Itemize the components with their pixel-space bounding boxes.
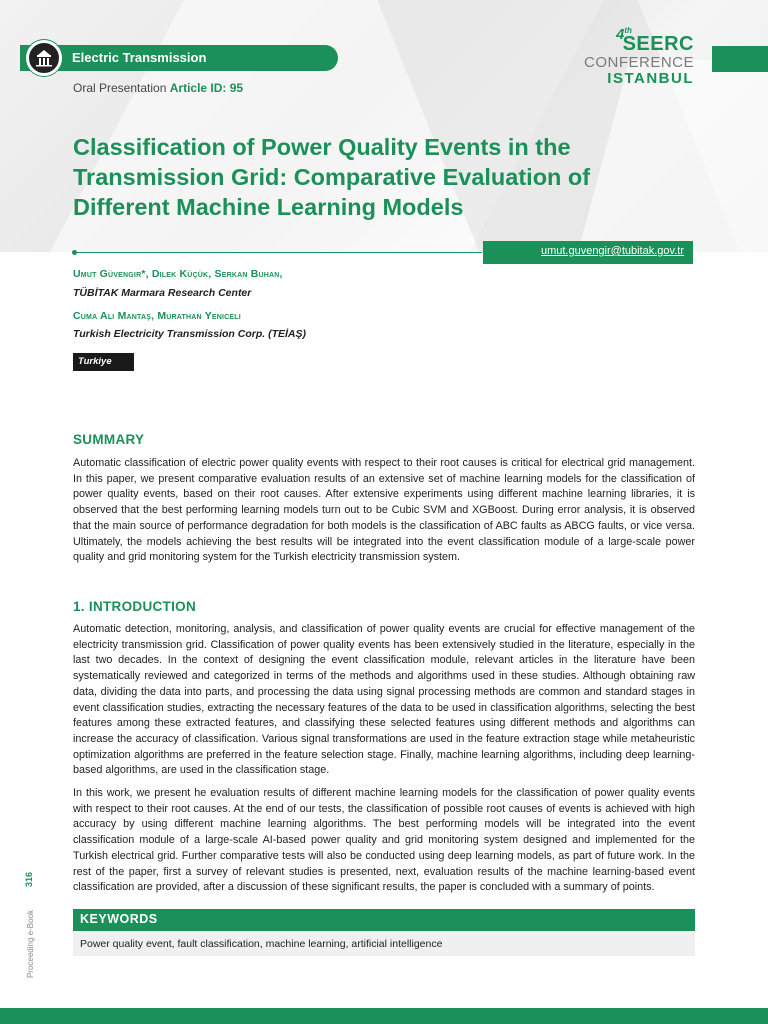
presentation-type: Oral Presentation — [73, 81, 167, 95]
pylon-icon — [33, 49, 55, 67]
presentation-info — [73, 81, 243, 95]
authors-group-2: Cuma Ali Mantaş, Murathan Yeniceli — [73, 310, 241, 322]
author-email-link[interactable]: umut.guvengir@tubitak.gov.tr — [483, 241, 693, 264]
divider-line — [77, 252, 482, 253]
page-number: 316 — [24, 872, 34, 888]
logo-icon — [26, 40, 62, 76]
introduction-heading: 1. INTRODUCTION — [73, 599, 197, 614]
country-badge: Turkiye — [73, 353, 134, 371]
paper-title: Classification of Power Quality Events in the Transmission Grid: Comparative Evaluation of Different Machine Learning Models — [73, 134, 591, 220]
conference-logo — [580, 26, 694, 88]
book-label: Proceeding e-Book — [26, 910, 35, 979]
brand-bar — [712, 46, 768, 72]
footer-bar — [0, 1008, 768, 1024]
summary-text: Automatic classification of electric power quality events with respect to their root causes is critical for electrical grid management. In this paper, we present comparative evaluation results of an extensive set of machine learning models for the classification of power quality events, based on their root causes. After extensive experiments using different machine learning libraries, it is observed that the best performing learning models turn out to be Cubic SVM and XGBoost. During error analysis, it is observed that the main source of performance degradation for both models is the classification of ABC faults as ABCG faults, or vice versa. Ultimately, the models achieving the best results will be integrated into the event classification module of a large-scale power quality and grid monitoring system for the Turkish electricity transmission system. — [73, 457, 695, 564]
affiliation-2: Turkish Electricity Transmission Corp. (TEİAŞ) — [73, 328, 307, 340]
summary-heading: SUMMARY — [73, 432, 145, 447]
category-label: Electric Transmission — [72, 50, 207, 65]
keywords-bar — [73, 909, 695, 931]
keywords-heading: KEYWORDS — [80, 912, 158, 926]
conference-edition: 4th — [616, 26, 632, 43]
keywords-text: Power quality event, fault classification, machine learning, artificial intelligence — [80, 938, 443, 950]
conference-name: SEERC — [622, 33, 694, 55]
introduction-paragraph-1: Automatic detection, monitoring, analysis, and classification of power quality events are crucial for effective management of the electricity transmission grid. Classification of power quality events has been extensively studied in the literature, especially in the last two decades. In the context of designing the event classification module, relevant articles in the literature have been systematically reviewed and categorized in terms of the methods and algorithms used in these studies. Although obtaining raw data, dividing the data into parts, and processing the data using signal processing methods are common and standard stages in event classification studies, extracting the necessary features of the data to be used in classification algorithms, selecting the best features among these extracted features, and classifying these selected features using different methods and algorithms can increase the accuracy of classification. Various signal transformations are used in the feature extraction stage while metaheuristic optimization algorithms are preferred in the feature selection stage. Finally, machine learning algorithms, including deep learning-based algorithms, are used in the classification stage. — [73, 623, 695, 777]
conference-city: ISTANBUL — [607, 70, 694, 87]
authors-group-1: Umut Güvengir*, Dilek Küçük, Serkan Buhan, — [73, 268, 283, 280]
article-id: Article ID: 95 — [169, 81, 244, 95]
introduction-paragraph-2: In this work, we present he evaluation results of different machine learning models for the classification of power quality events with respect to their root causes. At the end of our tests, the classification of possible root causes of events is achieved with high accuracy by using different machine learning algorithms. The best performing models will be integrated into the event classification module of a large-scale AI-based power quality and grid monitoring system designed and implemented for the Turkish electrical grid. Further comparative tests will also be conducted using deep learning models, as part of future work. In the rest of the paper, first a survey of relevant studies is presented, next, evaluation results of the machine learning-based event classification are provided, after a discussion of these significant results, the paper is concluded with a summary of points. — [73, 787, 695, 894]
affiliation-1: TÜBİTAK Marmara Research Center — [73, 287, 252, 299]
conference-subtitle: CONFERENCE — [583, 54, 694, 71]
